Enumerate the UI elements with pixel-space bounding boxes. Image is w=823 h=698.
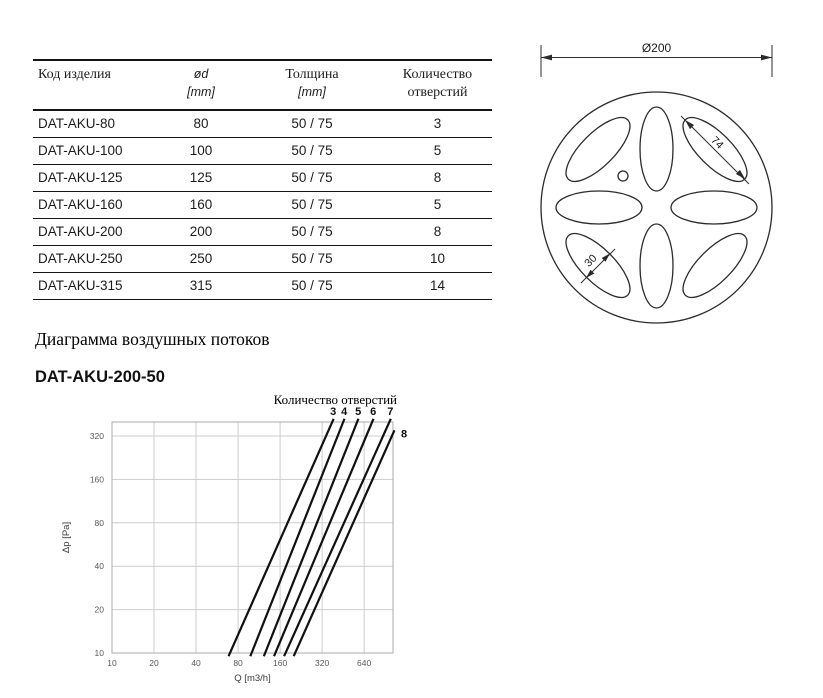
arrowhead-right bbox=[761, 55, 772, 61]
series-label: 8 bbox=[401, 428, 408, 441]
x-axis-label: Q [m3/h] bbox=[234, 673, 271, 684]
product-code-cell: DAT-AKU-125 bbox=[38, 170, 123, 186]
flow-line-7-holes bbox=[284, 419, 391, 656]
y-axis-label: Δp [Pa] bbox=[61, 521, 72, 554]
x-tick-label: 10 bbox=[107, 658, 117, 668]
diffuser-disk-outline bbox=[541, 92, 772, 323]
series-label: 4 bbox=[341, 406, 348, 418]
diameter-cell: 315 bbox=[189, 278, 213, 294]
thickness-cell: 50 / 75 bbox=[291, 278, 333, 294]
table-row bbox=[33, 272, 492, 299]
header-diameter-unit: [mm] bbox=[187, 84, 215, 99]
product-code-cell: DAT-AKU-80 bbox=[38, 116, 116, 132]
chart-title: Количество отверстий bbox=[273, 392, 397, 407]
slot-width-label: 30 bbox=[582, 252, 600, 270]
y-tick-label: 40 bbox=[94, 561, 104, 572]
flow-chart bbox=[55, 390, 435, 695]
slot-length-label: 74 bbox=[708, 134, 726, 152]
series-label: 3 bbox=[330, 406, 337, 418]
thickness-cell: 50 / 75 bbox=[291, 170, 333, 186]
flow-line-6-holes bbox=[274, 419, 373, 656]
flow-line-5-holes bbox=[264, 419, 359, 657]
slot-length-arrow-b bbox=[736, 170, 745, 179]
slot-north bbox=[640, 107, 673, 191]
y-tick-label: 10 bbox=[94, 648, 104, 658]
product-code-cell: DAT-AKU-250 bbox=[38, 251, 123, 267]
y-tick-label: 160 bbox=[89, 474, 104, 485]
series-label: 6 bbox=[370, 406, 377, 418]
product-code-cell: DAT-AKU-315 bbox=[38, 278, 123, 294]
model-name: DAT-AKU-200-50 bbox=[35, 368, 165, 386]
holes-cell: 10 bbox=[429, 251, 446, 267]
series-label: 5 bbox=[355, 406, 362, 418]
x-tick-label: 160 bbox=[273, 658, 288, 668]
header-holes-label: Количество отверстий bbox=[402, 67, 473, 100]
holes-cell: 5 bbox=[433, 143, 442, 159]
flow-line-4-holes bbox=[250, 419, 344, 657]
header-holes bbox=[383, 60, 492, 110]
diameter-cell: 100 bbox=[189, 143, 213, 159]
table-row bbox=[33, 191, 492, 218]
series-label: 7 bbox=[387, 406, 394, 418]
slot-west bbox=[556, 191, 642, 224]
y-tick-label: 20 bbox=[94, 604, 104, 615]
diameter-dimension-label: Ø200 bbox=[641, 41, 672, 55]
table-body bbox=[33, 110, 492, 300]
product-code-cell: DAT-AKU-160 bbox=[38, 197, 123, 213]
holes-cell: 5 bbox=[433, 197, 442, 213]
slot-east bbox=[671, 191, 757, 224]
pilot-hole bbox=[618, 171, 628, 181]
table-row bbox=[33, 110, 492, 138]
header-product-code bbox=[33, 60, 161, 110]
header-diameter-label: ød bbox=[193, 67, 209, 81]
thickness-cell: 50 / 75 bbox=[291, 197, 333, 213]
diameter-cell: 80 bbox=[193, 116, 209, 132]
product-table bbox=[33, 59, 492, 300]
header-product-code-label: Код изделия bbox=[38, 67, 111, 82]
x-tick-label: 320 bbox=[315, 658, 330, 668]
table-row bbox=[33, 137, 492, 164]
holes-cell: 3 bbox=[433, 116, 442, 132]
diffuser-drawing bbox=[520, 28, 795, 333]
header-thickness bbox=[241, 60, 383, 110]
holes-cell: 14 bbox=[429, 278, 446, 294]
table-header-row bbox=[33, 60, 492, 110]
section-title: Диаграмма воздушных потоков bbox=[35, 329, 270, 349]
header-diameter bbox=[161, 60, 241, 110]
x-tick-label: 640 bbox=[357, 658, 372, 668]
x-tick-label: 20 bbox=[149, 658, 159, 668]
header-thickness-label: Толщина bbox=[285, 67, 339, 82]
y-tick-label: 320 bbox=[89, 430, 104, 441]
diameter-cell: 250 bbox=[189, 251, 213, 267]
product-code-cell: DAT-AKU-200 bbox=[38, 224, 123, 240]
holes-cell: 8 bbox=[433, 170, 442, 186]
table-row bbox=[33, 164, 492, 191]
slot-south-east bbox=[674, 224, 757, 307]
x-tick-label: 80 bbox=[233, 658, 243, 668]
thickness-cell: 50 / 75 bbox=[291, 251, 333, 267]
x-tick-label: 40 bbox=[191, 658, 201, 668]
thickness-cell: 50 / 75 bbox=[291, 224, 333, 240]
header-thickness-unit: [mm] bbox=[298, 84, 326, 99]
thickness-cell: 50 / 75 bbox=[291, 116, 333, 132]
flow-line-3-holes bbox=[229, 419, 334, 656]
product-code-cell: DAT-AKU-100 bbox=[38, 143, 123, 159]
thickness-cell: 50 / 75 bbox=[291, 143, 333, 159]
diameter-cell: 200 bbox=[189, 224, 213, 240]
table-row bbox=[33, 245, 492, 272]
diameter-cell: 125 bbox=[189, 170, 213, 186]
diameter-cell: 160 bbox=[189, 197, 213, 213]
slot-south bbox=[640, 224, 673, 308]
y-tick-label: 80 bbox=[94, 517, 104, 528]
arrowhead-left bbox=[541, 55, 552, 61]
holes-cell: 8 bbox=[433, 224, 442, 240]
table-row bbox=[33, 218, 492, 245]
